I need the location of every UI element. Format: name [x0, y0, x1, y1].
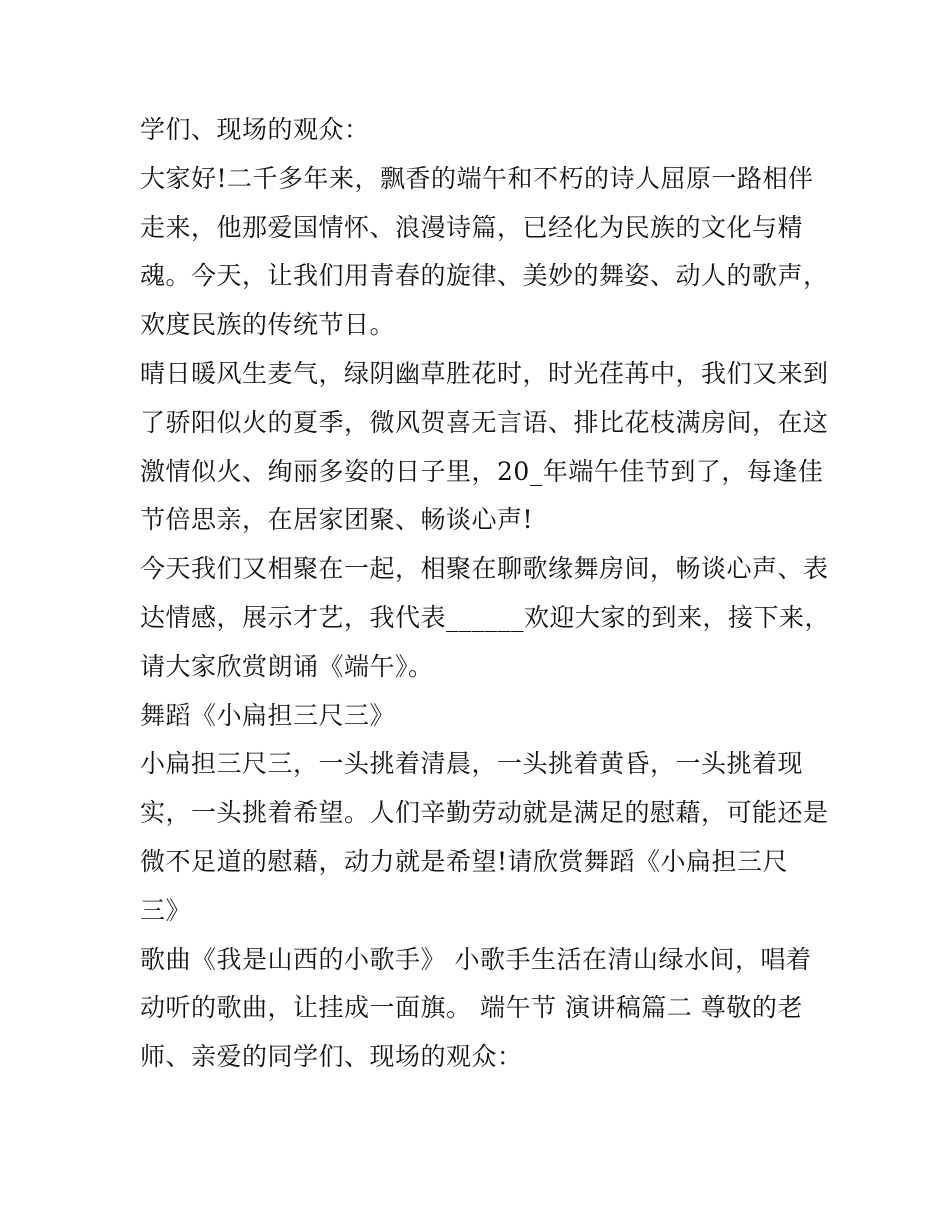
text-line-2: 大家好!二千多年来，飘香的端午和不朽的诗人屈原一路相伴	[140, 163, 814, 193]
text-line-20: 师、亲爱的同学们、现场的观众：	[140, 1042, 523, 1072]
document-body	[140, 106, 831, 1082]
text-line-15: 实，一头挑着希望。人们辛勤劳动就是满足的慰藉，可能还是	[140, 798, 829, 828]
text-line-10: 今天我们又相聚在一起，相聚在聊歌缘舞房间，畅谈心声、表	[140, 554, 829, 584]
text-line-18: 歌曲《我是山西的小歌手》 小歌手生活在清山绿水间，唱着	[140, 944, 812, 974]
text-line-9: 节倍思亲，在居家团聚、畅谈心声!	[140, 505, 534, 535]
text-line-1: 学们、现场的观众：	[140, 115, 370, 144]
text-line-4: 魂。今天，让我们用青春的旋律、美妙的舞姿、动人的歌声，	[140, 261, 829, 291]
text-line-3: 走来，他那爱国情怀、浪漫诗篇，已经化为民族的文化与精	[140, 212, 804, 242]
text-line-16: 微不足道的慰藉，动力就是希望!请欣赏舞蹈《小扁担三尺	[140, 846, 789, 876]
text-line-6: 晴日暖风生麦气，绿阴幽草胜花时，时光荏苒中，我们又来到	[140, 358, 829, 388]
text-line-5: 欢度民族的传统节日。	[140, 310, 396, 340]
text-line-14: 小扁担三尺三，一头挑着清晨，一头挑着黄昏，一头挑着现	[140, 749, 804, 779]
text-line-8: 激情似火、绚丽多姿的日子里，20_年端午佳节到了，每逢佳	[140, 456, 824, 486]
text-line-19: 动听的歌曲，让挂成一面旗。 端午节 演讲稿篇二 尊敬的老	[140, 993, 803, 1023]
text-line-17: 三》	[140, 895, 192, 925]
text-line-12: 请大家欣赏朗诵《端午》。	[140, 651, 434, 681]
text-line-13: 舞蹈《小扁担三尺三》	[140, 700, 396, 730]
text-line-7: 了骄阳似火的夏季，微风贺喜无言语、排比花枝满房间，在这	[140, 407, 829, 437]
text-line-11: 达情感，展示才艺，我代表______欢迎大家的到来，接下来，	[140, 602, 831, 632]
